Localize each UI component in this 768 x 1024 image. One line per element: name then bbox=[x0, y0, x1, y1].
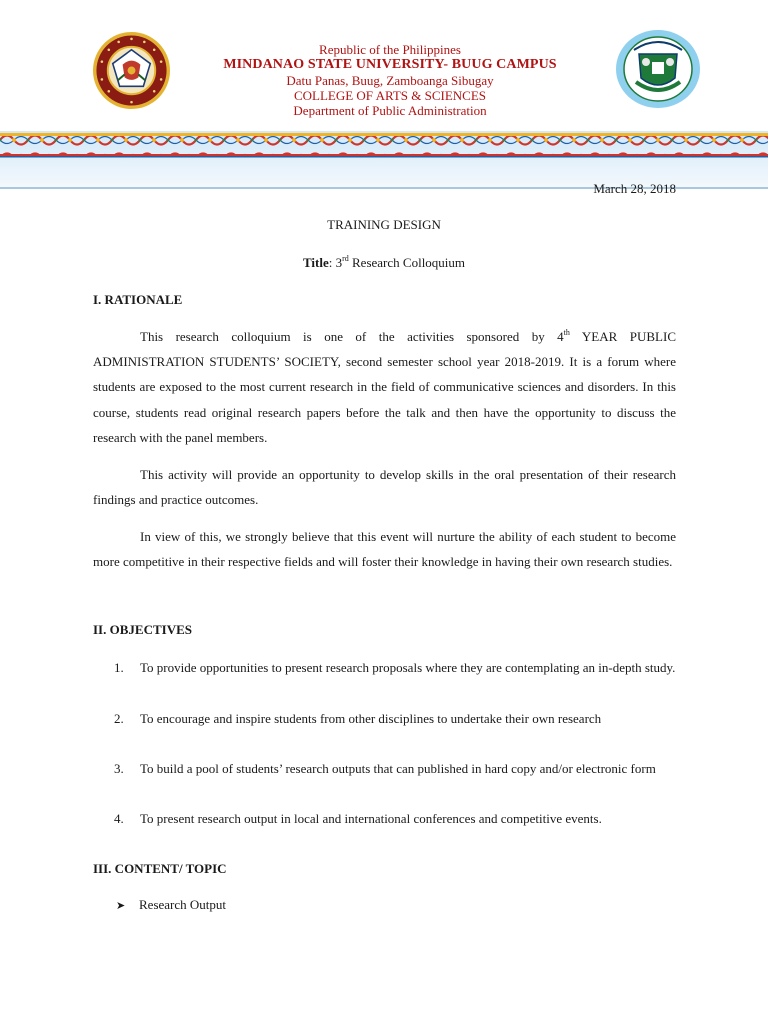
objective-number: 4. bbox=[114, 811, 124, 826]
objective-text: To provide opportunities to present research proposals where they are contemplating an in-depth study. bbox=[140, 660, 676, 675]
rationale-p1-part-b: YEAR PUBLIC ADMINISTRATION STUDENTS’ SOCIETY, second semester school year 2018-2019. It is a forum where students are exposed to the most current research in the field of communicative sciences and disorders. In this course, students read original research papers before the talk and then have the opportunity to discuss the research with the panel members. bbox=[93, 329, 676, 445]
header-university: MINDANAO STATE UNIVERSITY- BUUG CAMPUS bbox=[223, 57, 557, 72]
title-line bbox=[0, 255, 768, 271]
title-text: Research Colloquium bbox=[348, 255, 466, 270]
objective-text: To present research output in local and international conferences and competitive events. bbox=[140, 811, 602, 826]
heading-rationale: I. RATIONALE bbox=[93, 292, 183, 307]
title-separator: : bbox=[328, 255, 336, 270]
header-college: COLLEGE OF ARTS & SCIENCES bbox=[293, 88, 487, 103]
content-list-item bbox=[116, 897, 226, 913]
title-ordinal-number: 3 bbox=[335, 255, 343, 270]
rationale-paragraph-1 bbox=[93, 324, 676, 450]
arrowhead-bullet-icon: ➤ bbox=[116, 899, 126, 912]
rationale-p1-suffix: th bbox=[563, 327, 570, 337]
objective-number: 1. bbox=[114, 660, 124, 675]
rationale-paragraph-2 bbox=[93, 462, 676, 512]
objective-number: 2. bbox=[114, 711, 124, 726]
header-republic: Republic of the Philippines bbox=[319, 42, 461, 57]
heading-objectives: II. OBJECTIVES bbox=[93, 622, 192, 637]
pass-society-seal-icon bbox=[614, 28, 702, 110]
rationale-p1-part-a: This research colloquium is one of the activities sponsored by 4 bbox=[140, 329, 564, 344]
content-item-text: Research Output bbox=[139, 897, 227, 912]
rationale-paragraph-3 bbox=[93, 524, 676, 574]
rationale-p3-text: In view of this, we strongly believe that this event will nurture the ability of each student to become more competitive in their respective fields and will foster their knowledge in having their own research studies. bbox=[93, 529, 676, 570]
objective-number: 3. bbox=[114, 761, 124, 776]
document-title bbox=[0, 217, 768, 233]
document-date: March 28, 2018 bbox=[593, 181, 676, 196]
rationale-p2-text: This activity will provide an opportunity to develop skills in the oral presentation of their research findings and practice outcomes. bbox=[93, 467, 676, 508]
header-department: Department of Public Administration bbox=[293, 103, 487, 118]
title-ordinal-suffix: rd bbox=[342, 253, 349, 263]
letterhead bbox=[160, 42, 620, 118]
objective-text: To build a pool of students’ research outputs that can published in hard copy and/or electronic form bbox=[140, 761, 656, 776]
title-label: Title bbox=[302, 255, 329, 270]
document-title-text: TRAINING DESIGN bbox=[327, 217, 441, 232]
header-address: Datu Panas, Buug, Zamboanga Sibugay bbox=[286, 73, 494, 88]
objective-text: To encourage and inspire students from other disciplines to undertake their own research bbox=[140, 711, 602, 726]
heading-content-topic: III. CONTENT/ TOPIC bbox=[93, 861, 227, 876]
